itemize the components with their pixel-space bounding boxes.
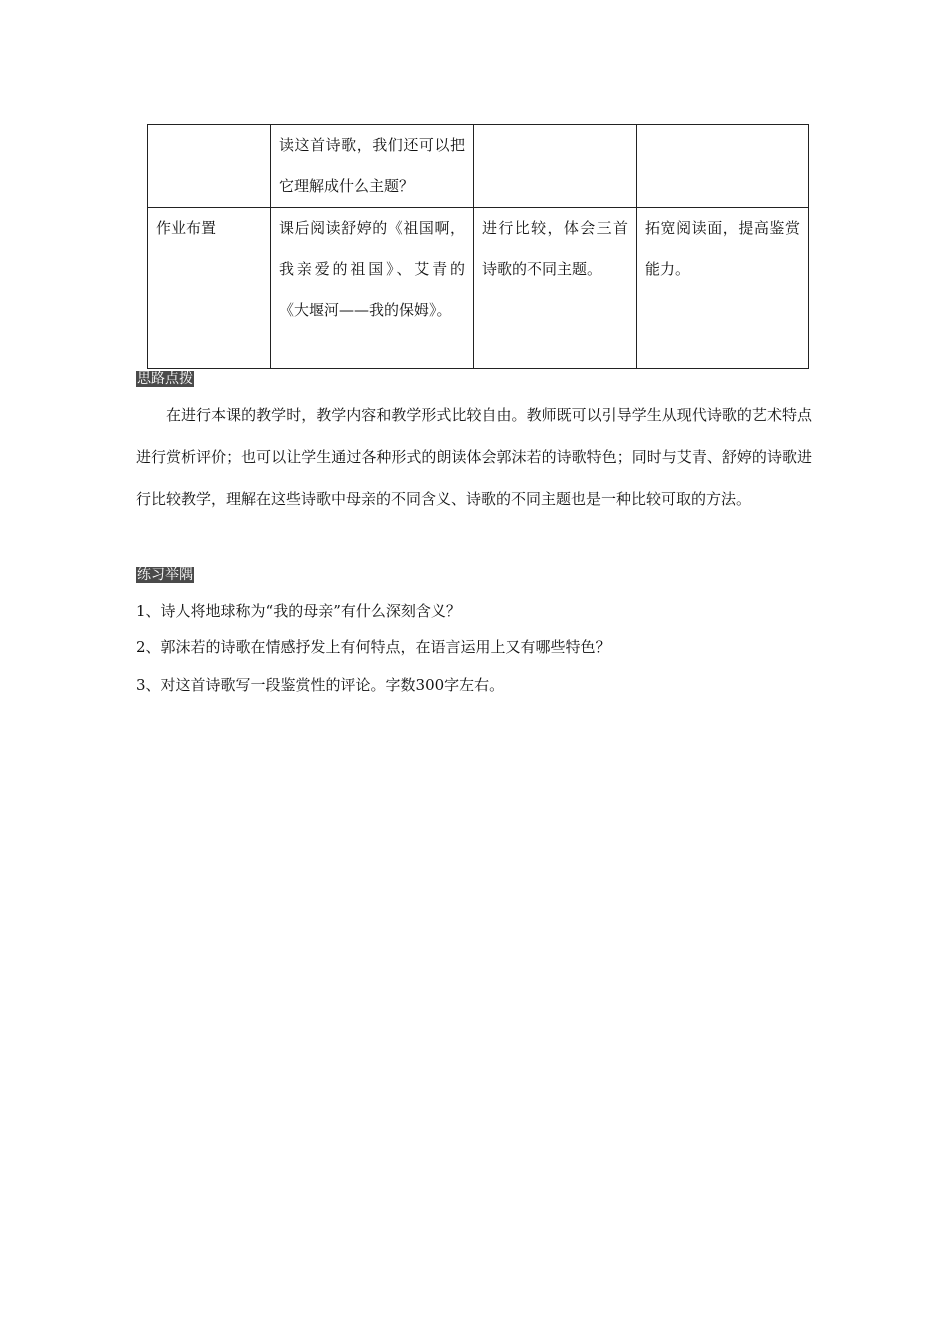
- table-cell-student-task: 进行比较，体会三首诗歌的不同主题。: [474, 208, 637, 369]
- lesson-plan-table: [147, 124, 809, 369]
- table-cell: 读这首诗歌，我们还可以把它理解成什么主题？: [271, 125, 474, 208]
- table-cell: [474, 125, 637, 208]
- table-cell-purpose: 拓宽阅读面，提高鉴赏能力。: [637, 208, 809, 369]
- section-heading-approach: 思路点拨: [137, 371, 193, 387]
- exercise-question: 1、诗人将地球称为“我的母亲”有什么深刻含义？: [136, 602, 461, 620]
- section-heading-exercises: 练习举隅: [137, 567, 193, 583]
- approach-paragraph: 在进行本课的教学时，教学内容和教学形式比较自由。教师既可以引导学生从现代诗歌的艺术特点进行赏析评价；也可以让学生通过各种形式的朗读体会郭沫若的诗歌特色；同时与艾青、舒婷的诗歌进行比较教学，理解在这些诗歌中母亲的不同含义、诗歌的不同主题也是一种比较可取的方法。: [136, 406, 812, 508]
- table-cell: [637, 125, 809, 208]
- exercise-question: 2、郭沫若的诗歌在情感抒发上有何特点，在语言运用上又有哪些特色？: [136, 638, 611, 656]
- table-row: [148, 208, 809, 369]
- table-cell: [148, 125, 271, 208]
- table-cell-activity: 课后阅读舒婷的《祖国啊，我亲爱的祖国》、艾青的《大堰河——我的保姆》。: [271, 208, 474, 369]
- table-cell-stage-label: 作业布置: [148, 208, 271, 369]
- table-row: [148, 125, 809, 208]
- exercise-question: 3、对这首诗歌写一段鉴赏性的评论。字数300字左右。: [136, 676, 505, 694]
